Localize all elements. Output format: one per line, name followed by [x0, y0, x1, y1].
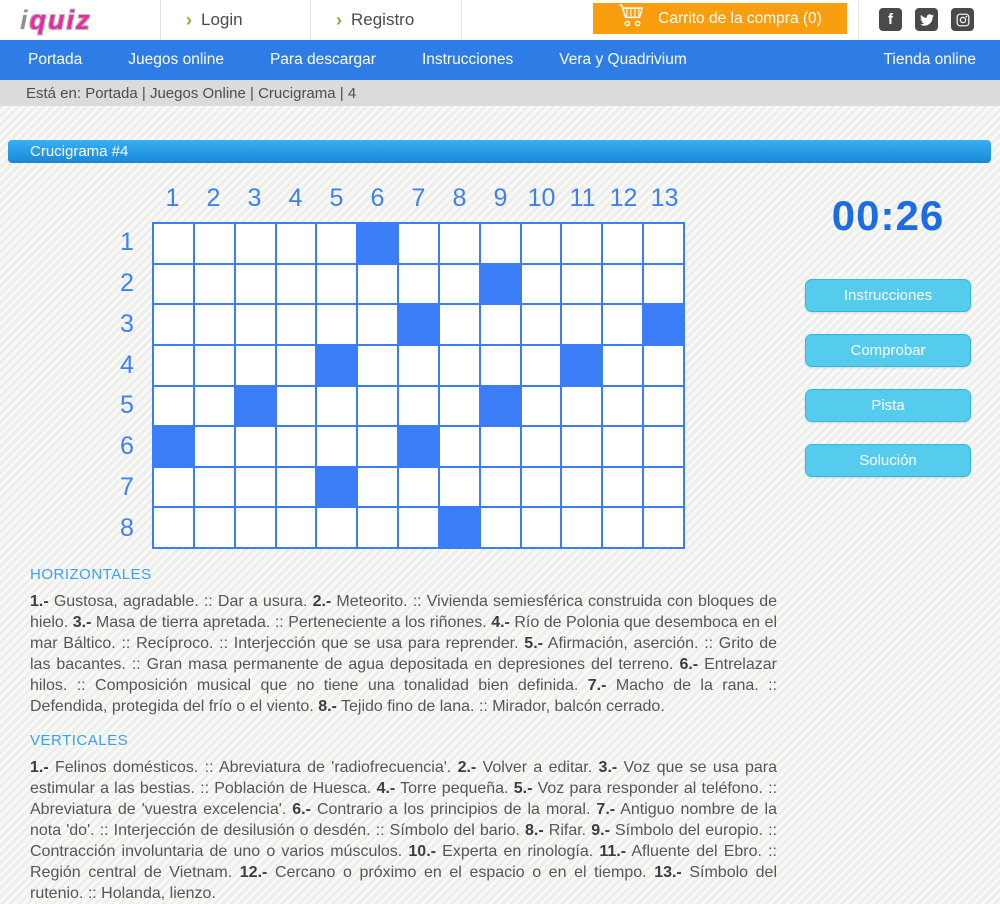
clue-number: 6.- — [292, 801, 311, 818]
grid-cell[interactable] — [195, 508, 234, 547]
clue-number: 9.- — [591, 822, 610, 839]
grid-cell[interactable] — [522, 387, 561, 426]
crossword-grid — [152, 222, 685, 549]
grid-cell[interactable] — [481, 468, 520, 507]
instagram-icon[interactable] — [951, 8, 974, 31]
cart-icon — [618, 4, 646, 34]
grid-cell[interactable] — [195, 387, 234, 426]
clue-number: 3.- — [72, 614, 92, 631]
verticales-clues: 1.- Felinos domésticos. :: Abreviatura de 'radiofrecuencia'. 2.- Volver a editar. 3.- Voz que se usa para estimular a las bestias. :: Población de Huesca. 4.- Torre pequeña. 5.- Voz para responder al teléfono. :: Abreviatura de 'vuestra excelencia'. 6.- Contrario a los principios de la moral. 7.- Antiguo nombre de la nota 'do'. :: Interjección de desilusión o desdén. :: Símbolo del bario. 8.- Rifar. 9.- Símbolo del europio. :: Contracción involuntaria de uno o varios músculos. 10.- Experta en rinología. 11.- Afluente del Ebro. :: Región central de Vietnam. 12.- Cercano o próximo en el espacio o en el tiempo. 13.- Símbolo del rutenio. :: Holanda, lienzo. — [30, 759, 778, 902]
grid-cell[interactable] — [481, 508, 520, 547]
grid-cell[interactable] — [154, 508, 193, 547]
grid-cell[interactable] — [644, 224, 683, 263]
grid-cell[interactable] — [236, 468, 275, 507]
grid-cell[interactable] — [277, 427, 316, 466]
grid-cell[interactable] — [154, 265, 193, 304]
grid-cell[interactable] — [440, 387, 479, 426]
grid-cell[interactable] — [562, 387, 601, 426]
grid-cell[interactable] — [154, 346, 193, 385]
row-label: 4 — [120, 350, 134, 379]
grid-cell[interactable] — [522, 305, 561, 344]
grid-cell[interactable] — [358, 387, 397, 426]
grid-cell[interactable] — [644, 427, 683, 466]
grid-cell[interactable] — [562, 224, 601, 263]
login-label: Login — [201, 10, 243, 29]
grid-cell-blocked — [481, 265, 520, 304]
facebook-icon[interactable]: f — [879, 8, 902, 31]
main-nav — [0, 40, 1000, 80]
grid-cell[interactable] — [236, 265, 275, 304]
registro-link[interactable] — [310, 0, 462, 40]
grid-cell[interactable] — [522, 427, 561, 466]
grid-cell[interactable] — [195, 468, 234, 507]
grid-cell[interactable] — [522, 224, 561, 263]
grid-cell[interactable] — [236, 346, 275, 385]
login-link[interactable] — [160, 0, 310, 40]
social-links — [879, 8, 974, 31]
grid-cell-blocked — [317, 468, 356, 507]
grid-cell[interactable] — [154, 305, 193, 344]
grid-cell[interactable] — [195, 346, 234, 385]
grid-cell[interactable] — [440, 265, 479, 304]
grid-cell[interactable] — [603, 468, 642, 507]
col-label: 9 — [493, 184, 508, 212]
twitter-icon[interactable] — [915, 8, 938, 31]
col-label: 12 — [609, 184, 638, 212]
grid-cell-blocked — [317, 346, 356, 385]
col-label: 11 — [569, 184, 596, 212]
grid-cell[interactable] — [236, 224, 275, 263]
grid-cell-blocked — [644, 305, 683, 344]
grid-cell[interactable] — [481, 346, 520, 385]
grid-cell-blocked — [236, 387, 275, 426]
row-label: 8 — [120, 514, 134, 543]
col-label: 8 — [452, 184, 467, 212]
col-label: 3 — [247, 184, 262, 212]
grid-cell[interactable] — [481, 427, 520, 466]
grid-column-labels — [152, 184, 685, 213]
row-label: 2 — [120, 268, 134, 297]
grid-cell-blocked — [562, 346, 601, 385]
grid-cell[interactable] — [317, 427, 356, 466]
grid-cell[interactable] — [317, 508, 356, 547]
clue-number: 2.- — [312, 593, 332, 610]
grid-cell[interactable] — [236, 508, 275, 547]
col-label: 5 — [329, 184, 344, 212]
row-label: 1 — [120, 227, 134, 256]
grid-cell-blocked — [358, 224, 397, 263]
registro-label: Registro — [351, 10, 415, 29]
grid-cell[interactable] — [277, 305, 316, 344]
grid-cell[interactable] — [399, 387, 438, 426]
grid-cell[interactable] — [603, 427, 642, 466]
grid-cell[interactable] — [562, 265, 601, 304]
grid-cell[interactable] — [522, 265, 561, 304]
grid-cell[interactable] — [440, 427, 479, 466]
grid-cell[interactable] — [481, 305, 520, 344]
top-header — [0, 0, 1000, 40]
grid-cell[interactable] — [562, 305, 601, 344]
logo-text-i: i — [20, 5, 30, 35]
verticales-section — [30, 732, 777, 904]
grid-cell[interactable] — [440, 224, 479, 263]
grid-cell[interactable] — [399, 508, 438, 547]
grid-cell[interactable] — [154, 387, 193, 426]
grid-cell[interactable] — [195, 224, 234, 263]
grid-cell[interactable] — [603, 224, 642, 263]
grid-cell[interactable] — [522, 508, 561, 547]
row-label: 5 — [120, 391, 134, 420]
grid-cell[interactable] — [399, 265, 438, 304]
instrucciones-button[interactable]: Instrucciones — [805, 279, 971, 312]
grid-cell[interactable] — [236, 427, 275, 466]
verticales-title: VERTICALES — [30, 732, 129, 749]
grid-cell[interactable] — [358, 508, 397, 547]
clue-number: 4.- — [491, 614, 510, 631]
grid-cell[interactable] — [317, 265, 356, 304]
pista-button[interactable]: Pista — [805, 389, 971, 422]
clue-number: 10.- — [408, 843, 436, 860]
grid-cell[interactable] — [399, 468, 438, 507]
nav-item-portada[interactable]: Portada — [28, 51, 83, 68]
grid-cell[interactable] — [277, 468, 316, 507]
grid-cell[interactable] — [603, 508, 642, 547]
col-label: 7 — [411, 184, 426, 212]
timer: 00:26 — [831, 192, 945, 239]
clue-number: 2.- — [457, 759, 477, 776]
clue-number: 3.- — [598, 759, 618, 776]
grid-cell[interactable] — [522, 468, 561, 507]
grid-cell[interactable] — [522, 346, 561, 385]
clue-number: 8.- — [318, 698, 337, 715]
col-label: 13 — [650, 184, 679, 212]
grid-cell[interactable] — [317, 224, 356, 263]
grid-cell[interactable] — [603, 346, 642, 385]
grid-cell-blocked — [399, 427, 438, 466]
grid-cell[interactable] — [644, 346, 683, 385]
comprobar-button[interactable]: Comprobar — [805, 334, 971, 367]
grid-cell[interactable] — [154, 224, 193, 263]
clue-number: 5.- — [524, 635, 543, 652]
cart-button[interactable] — [593, 3, 847, 34]
grid-cell[interactable] — [603, 387, 642, 426]
nav-item-vera-y-quadrivium[interactable]: Vera y Quadrivium — [559, 51, 687, 68]
grid-cell[interactable] — [236, 305, 275, 344]
clue-number: 4.- — [376, 780, 396, 797]
clue-number: 12.- — [239, 864, 268, 881]
grid-cell[interactable] — [481, 224, 520, 263]
grid-cell[interactable] — [399, 224, 438, 263]
clue-number: 1.- — [30, 759, 49, 776]
grid-cell[interactable] — [317, 387, 356, 426]
clue-number: 5.- — [513, 780, 533, 797]
nav-item-instrucciones[interactable]: Instrucciones — [421, 51, 514, 68]
grid-cell[interactable] — [562, 508, 601, 547]
chevron-right-icon: › — [186, 9, 192, 30]
grid-cell[interactable] — [644, 468, 683, 507]
grid-row-labels — [108, 222, 146, 549]
col-label: 1 — [165, 184, 180, 212]
page-title-bar — [8, 140, 991, 163]
grid-cell-blocked — [399, 305, 438, 344]
nav-item-para-descargar[interactable]: Para descargar — [269, 51, 376, 68]
grid-cell[interactable] — [440, 468, 479, 507]
logo-text-quiz: quiz — [29, 5, 92, 35]
grid-cell[interactable] — [195, 427, 234, 466]
horizontales-section — [30, 566, 777, 717]
grid-cell[interactable] — [195, 265, 234, 304]
row-label: 3 — [120, 309, 134, 338]
cart-label: Carrito de la compra (0) — [658, 9, 822, 27]
row-label: 7 — [120, 473, 134, 502]
grid-cell[interactable] — [399, 346, 438, 385]
grid-cell[interactable] — [644, 508, 683, 547]
grid-cell[interactable] — [603, 305, 642, 344]
grid-cell[interactable] — [195, 305, 234, 344]
clue-number: 6.- — [679, 656, 699, 673]
grid-cell[interactable] — [277, 265, 316, 304]
col-label: 10 — [527, 184, 556, 212]
side-panel — [805, 192, 971, 477]
horizontales-clues: 1.- Gustosa, agradable. :: Dar a usura. 2.- Meteorito. :: Vivienda semiesférica construida con bloques de hielo. 3.- Masa de tierra apretada. :: Perteneciente a los riñones. 4.- Río de Polonia que desemboca en el mar Báltico. :: Recíproco. :: Interjección que se usa para reprender. 5.- Afirmación, aserción. :: Grito de las bacantes. :: Gran masa permanente de agua depositada en depresiones del terreno. 6.- Entrelazar hilos. :: Composición musical que no tiene una tonalidad bien definida. 7.- Macho de la rana. :: Defendida, protegida del frío o el viento. 8.- Tejido fino de lana. :: Mirador, balcón cerrado. — [30, 593, 778, 715]
site-logo[interactable] — [20, 5, 92, 36]
grid-cell[interactable] — [358, 265, 397, 304]
solucion-button[interactable]: Solución — [805, 444, 971, 477]
grid-cell[interactable] — [277, 387, 316, 426]
col-label: 4 — [288, 184, 303, 212]
clue-number: 11.- — [599, 843, 627, 860]
grid-cell[interactable] — [358, 346, 397, 385]
breadcrumb: Está en: Portada | Juegos Online | Crucigrama | 4 — [0, 80, 1000, 106]
grid-cell[interactable] — [358, 305, 397, 344]
row-label: 6 — [120, 432, 134, 461]
grid-cell[interactable] — [562, 468, 601, 507]
grid-cell[interactable] — [644, 387, 683, 426]
col-label: 6 — [370, 184, 385, 212]
chevron-right-icon: › — [336, 9, 342, 30]
grid-cell-blocked — [154, 427, 193, 466]
grid-cell[interactable] — [562, 427, 601, 466]
grid-cell[interactable] — [644, 265, 683, 304]
clue-number: 1.- — [30, 593, 49, 610]
grid-cell[interactable] — [358, 468, 397, 507]
clue-number: 8.- — [525, 822, 544, 839]
grid-cell-blocked — [440, 508, 479, 547]
nav-item-tienda-online[interactable]: Tienda online — [883, 51, 976, 68]
clue-number: 13.- — [654, 864, 682, 881]
grid-cell[interactable] — [603, 265, 642, 304]
grid-cell[interactable] — [440, 305, 479, 344]
grid-cell[interactable] — [277, 224, 316, 263]
grid-cell[interactable] — [440, 346, 479, 385]
grid-cell[interactable] — [277, 508, 316, 547]
header-divider — [858, 0, 859, 40]
nav-item-juegos-online[interactable]: Juegos online — [128, 51, 224, 68]
col-label: 2 — [206, 184, 221, 212]
page-title: Crucigrama #4 — [30, 143, 129, 160]
grid-cell[interactable] — [358, 427, 397, 466]
grid-cell[interactable] — [317, 305, 356, 344]
clue-number: 7.- — [596, 801, 616, 818]
grid-cell[interactable] — [154, 468, 193, 507]
horizontales-title: HORIZONTALES — [30, 566, 152, 583]
grid-cell[interactable] — [277, 346, 316, 385]
clue-number: 7.- — [587, 677, 607, 694]
grid-cell-blocked — [481, 387, 520, 426]
